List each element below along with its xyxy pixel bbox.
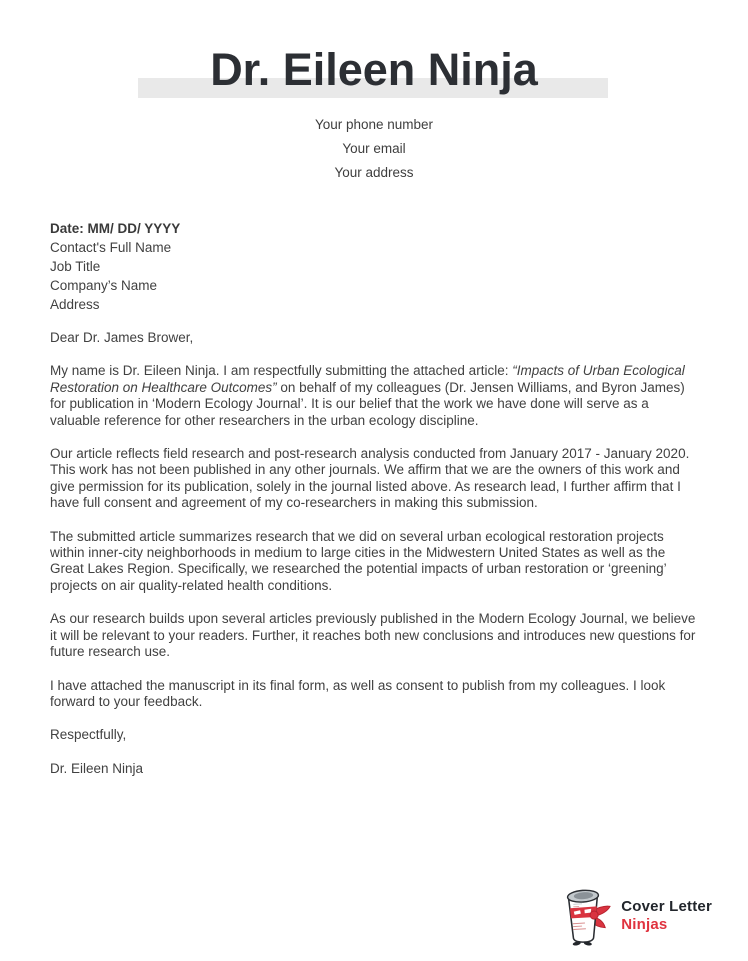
logo-wordmark: [621, 898, 712, 934]
paragraph-1-article-title: “Impacts of Urban Ecological Restoration on Healthcare Outcomes”: [50, 363, 685, 395]
letter-header: [0, 0, 748, 98]
paragraph-4: As our research builds upon several articles previously published in the Modern Ecology Journal, we believe it will be relevant to your readers. Further, it reaches both new conclusions and introduces new questions for future research use.: [50, 611, 696, 660]
paragraph-1-text-before: My name is Dr. Eileen Ninja. I am respectfully submitting the attached article:: [50, 363, 513, 379]
recipient-block: [50, 238, 702, 314]
closing-line: Respectfully,: [50, 727, 127, 743]
signature-name: Dr. Eileen Ninja: [50, 760, 144, 776]
logo-text-line2: Ninjas: [621, 916, 668, 933]
paragraph-3: The submitted article summarizes research that we did on several urban ecological restoration projects within inner-city neighborhoods in medium to large cities in the Midwestern United States as well as the Great Lakes Region. Specifically, we researched the potential impacts of urban restoration or ‘greening’ projects on air quality-related health conditions.: [50, 528, 667, 593]
paragraph-1: [50, 363, 702, 429]
date-line: Date: MM/ DD/ YYYY: [50, 221, 181, 236]
contact-info-block: [0, 113, 748, 185]
paragraph-5: I have attached the manuscript in its final form, as well as consent to publish from my colleagues. I look forward to your feedback.: [50, 677, 666, 709]
cover-letter-ninjas-logo: [554, 885, 712, 947]
applicant-name-title: Dr. Eileen Ninja: [210, 44, 538, 95]
paragraph-2: Our article reflects field research and post-research analysis conducted from January 2017 - January 2020. This work has not been published in any other journals. We affirm that we are the owners of this work and give permission for its publication, solely in the journal listed above. As research lead, I further affirm that I have full consent and agreement of my co-researchers in making this submission.: [50, 446, 690, 511]
paragraph-1-text-after: on behalf of my colleagues (Dr. Jensen Williams, and Byron James) for publication in ‘Modern Ecology Journal’. It is our belief that the work we have done will serve as a valuable reference for other researchers in the urban ecology discipline.: [50, 379, 685, 428]
contact-email-line: Your email: [342, 141, 406, 156]
letter-body: [50, 219, 702, 777]
logo-text-line1: Cover Letter: [621, 898, 712, 915]
salutation: Dear Dr. James Brower,: [50, 330, 194, 345]
recipient-company-name: Company’s Name: [50, 278, 158, 293]
recipient-address: Address: [50, 297, 100, 312]
recipient-full-name: Contact's Full Name: [50, 240, 172, 255]
ninja-scroll-mascot-icon: [554, 885, 612, 947]
contact-address-line: Your address: [334, 165, 414, 180]
recipient-job-title: Job Title: [50, 259, 101, 274]
contact-phone-line: Your phone number: [314, 117, 434, 132]
